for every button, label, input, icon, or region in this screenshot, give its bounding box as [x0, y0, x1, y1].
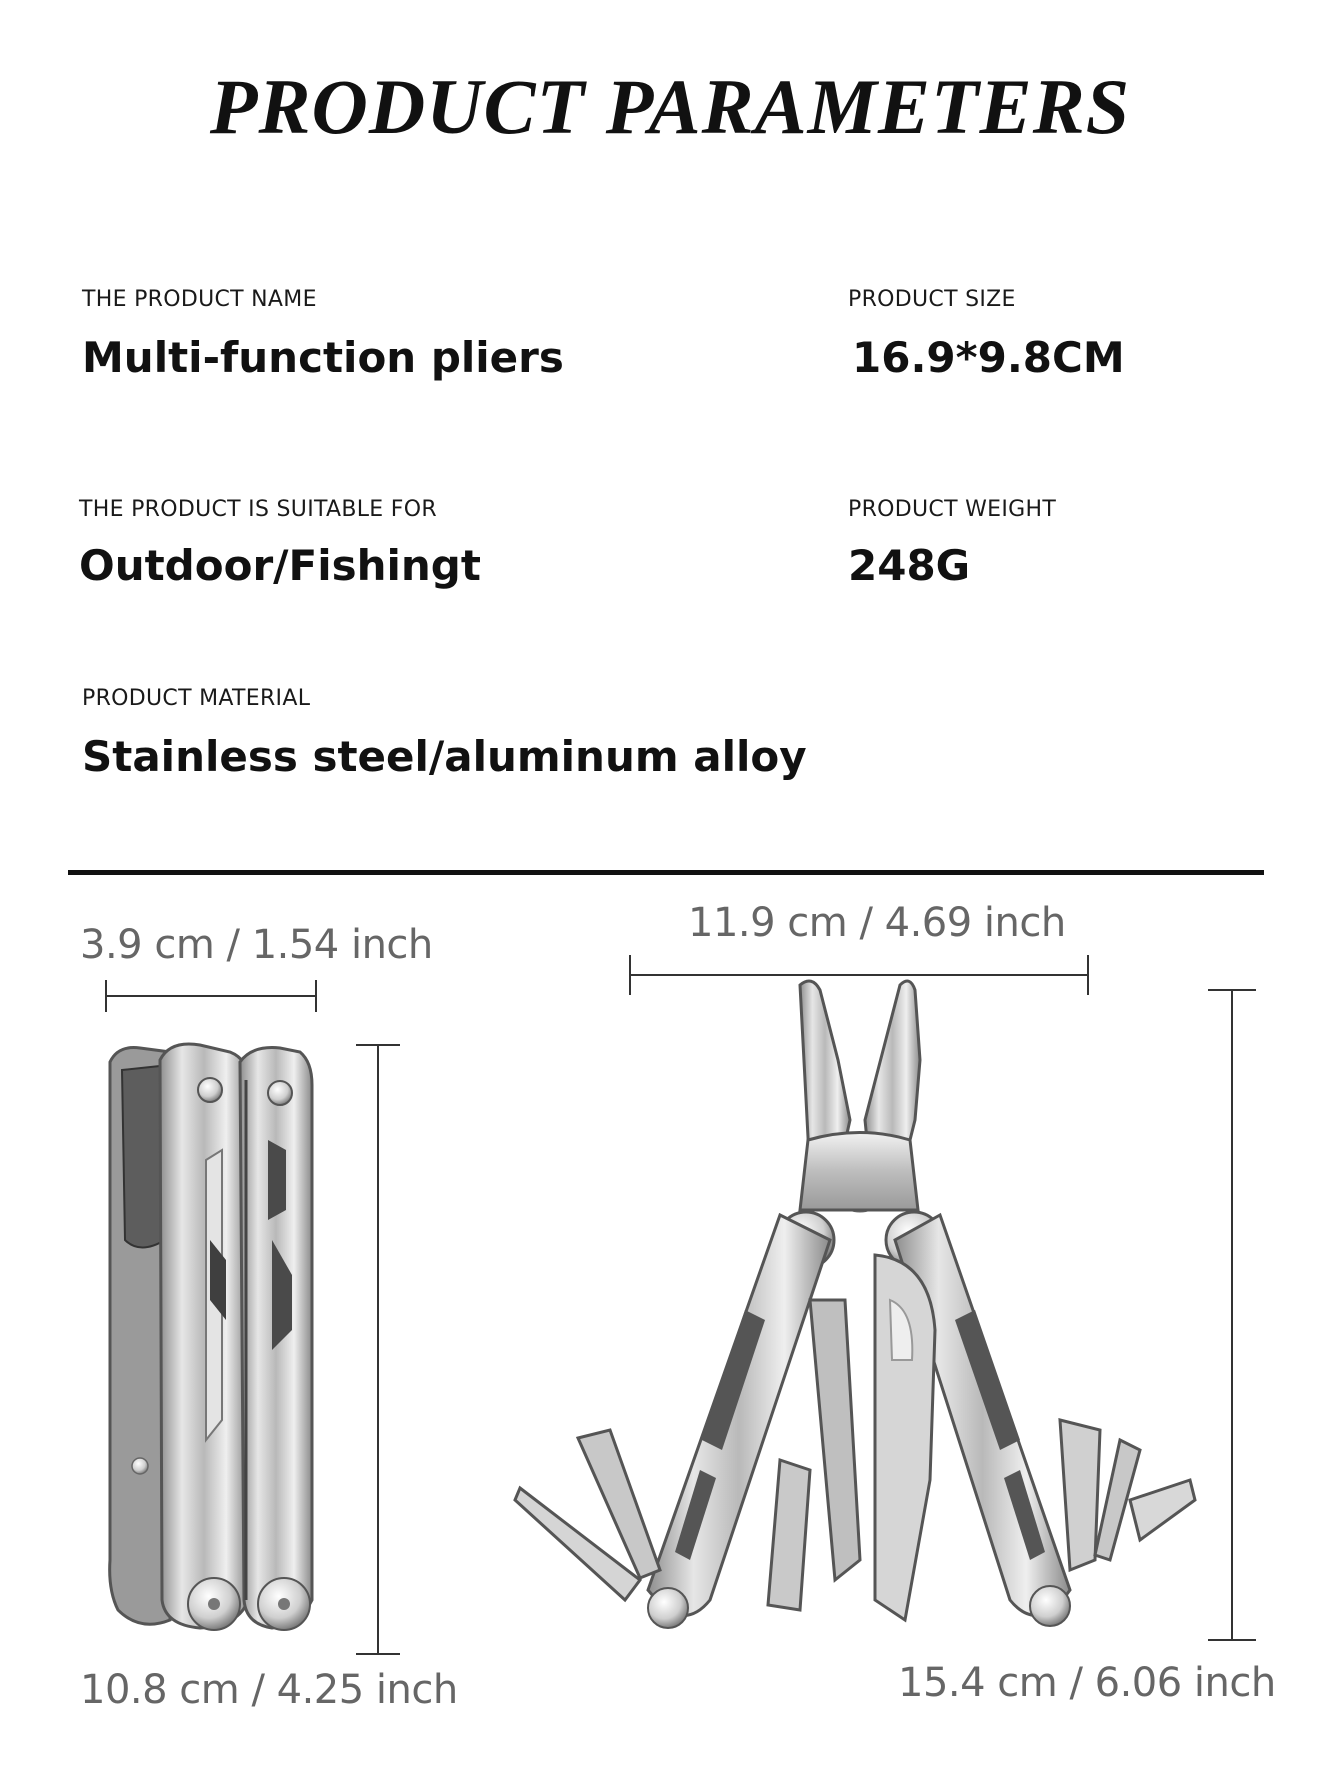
- folded-width-dimension-line: [106, 980, 316, 1012]
- folded-width-text: 3.9 cm / 1.54 inch: [80, 922, 433, 968]
- product-weight-value: 248G: [848, 541, 971, 590]
- folded-length-text: 10.8 cm / 4.25 inch: [80, 1667, 458, 1713]
- folded-multitool-image: [110, 1044, 312, 1630]
- product-size-value: 16.9*9.8CM: [852, 333, 1125, 382]
- open-width-text: 11.9 cm / 4.69 inch: [688, 900, 1066, 946]
- product-material-value: Stainless steel/aluminum alloy: [82, 732, 807, 781]
- product-suitable-value: Outdoor/Fishingt: [79, 541, 481, 590]
- product-name-value: Multi-function pliers: [82, 333, 564, 382]
- product-weight-label: PRODUCT WEIGHT: [848, 497, 1057, 522]
- open-multitool-image: [515, 981, 1195, 1628]
- product-suitable-label: THE PRODUCT IS SUITABLE FOR: [79, 497, 437, 522]
- product-name-label: THE PRODUCT NAME: [82, 287, 317, 312]
- product-material-label: PRODUCT MATERIAL: [82, 686, 311, 711]
- folded-length-dimension-line: [356, 1045, 400, 1654]
- product-size-label: PRODUCT SIZE: [848, 287, 1016, 312]
- open-width-dimension-line: [630, 955, 1088, 995]
- page-title: PRODUCT PARAMETERS: [209, 63, 1131, 150]
- open-length-text: 15.4 cm / 6.06 inch: [898, 1660, 1276, 1706]
- open-length-dimension-line: [1208, 990, 1256, 1640]
